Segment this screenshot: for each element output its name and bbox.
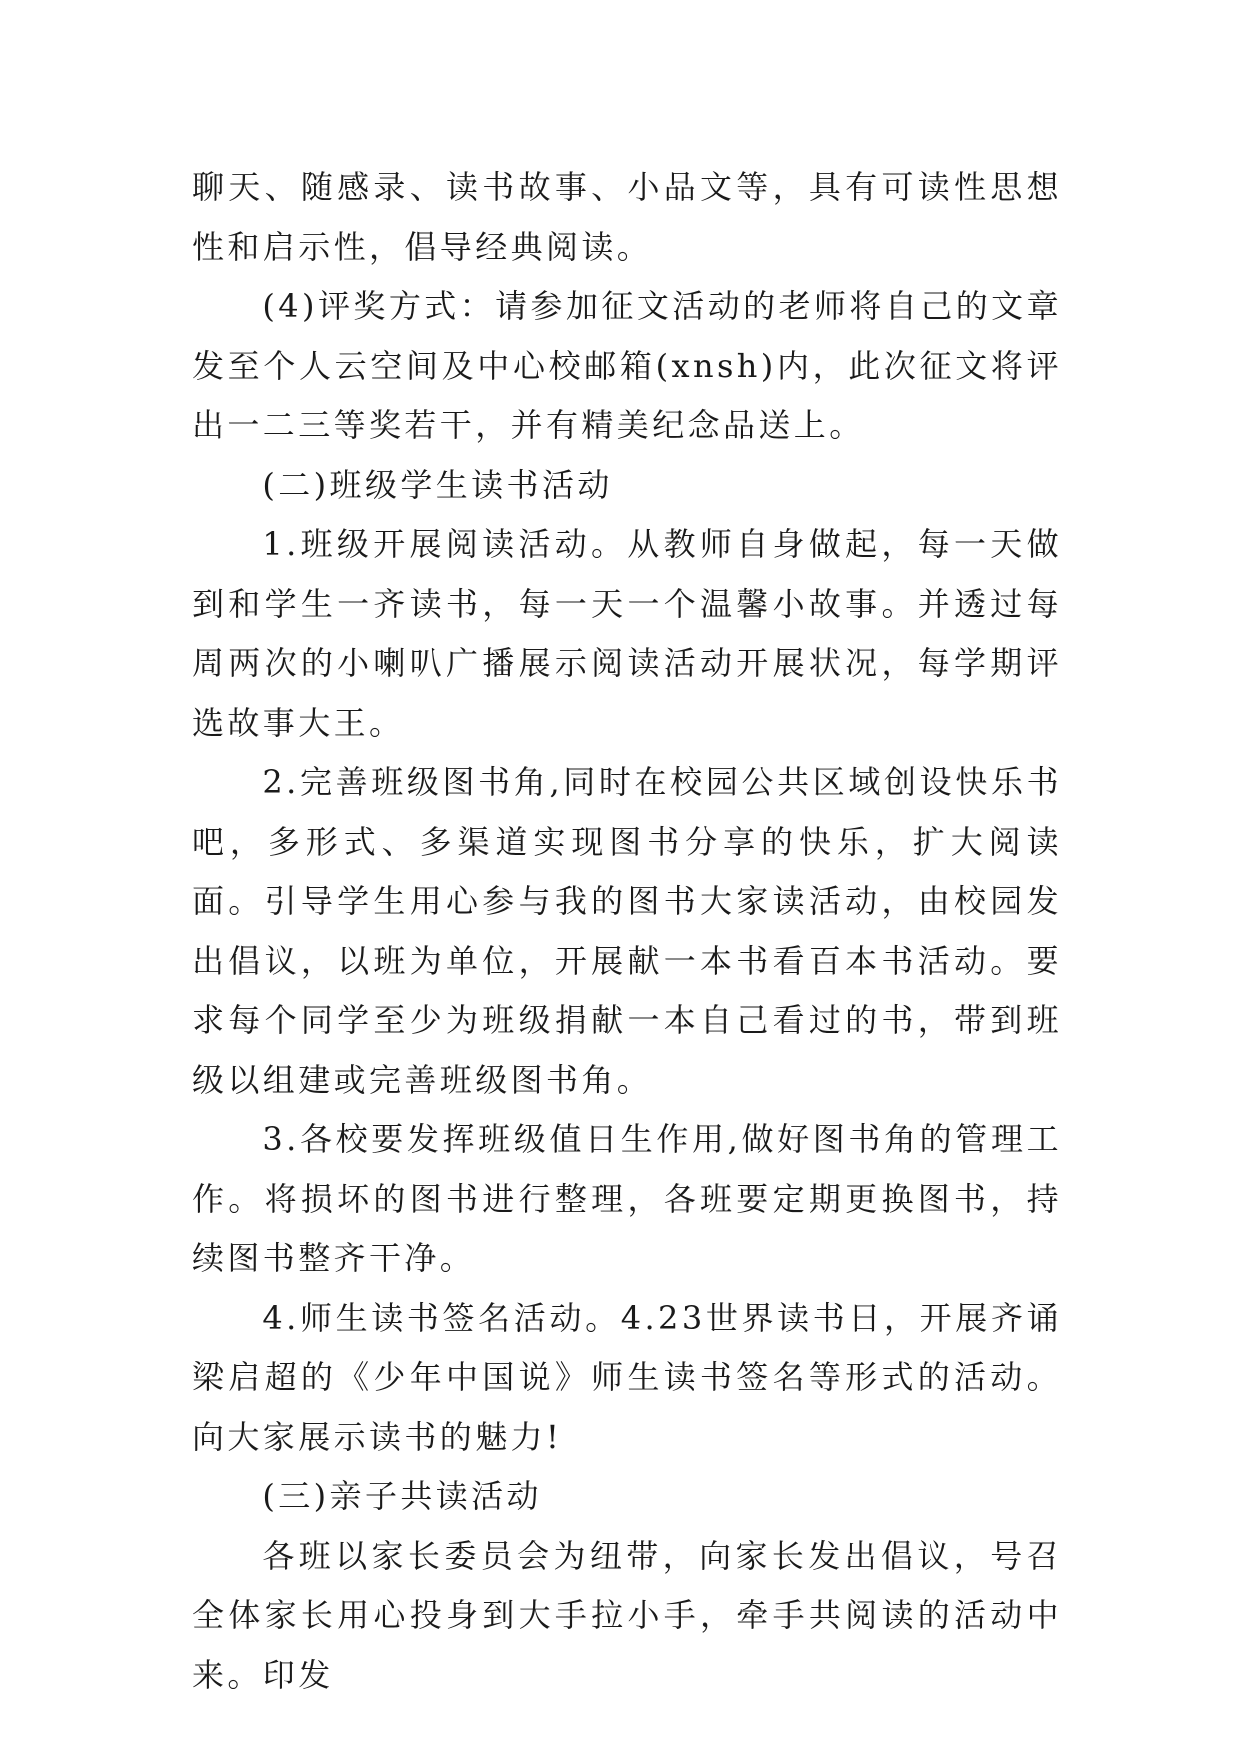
paragraph: 聊天、随感录、读书故事、小品文等，具有可读性思想性和启示性，倡导经典阅读。 [192, 168, 1062, 266]
document-body [192, 158, 1062, 1705]
paragraph: 3.各校要发挥班级值日生作用,做好图书角的管理工作。将损坏的图书进行整理，各班要定期更换图书，持续图书整齐干净。 [192, 1120, 1062, 1277]
paragraph: 4.师生读书签名活动。4.23世界读书日，开展齐诵梁启超的《少年中国说》师生读书签名等形式的活动。向大家展示读书的魅力! [192, 1298, 1062, 1456]
section-heading: (三)亲子共读活动 [262, 1477, 542, 1515]
paragraph: 各班以家长委员会为纽带，向家长发出倡议，号召全体家长用心投身到大手拉小手，牵手共阅读的活动中来。印发 [192, 1536, 1062, 1694]
paragraph: 1.班级开展阅读活动。从教师自身做起，每一天做到和学生一齐读书，每一天一个温馨小故事。并透过每周两次的小喇叭广播展示阅读活动开展状况，每学期评选故事大王。 [192, 525, 1062, 742]
section-heading: (二)班级学生读书活动 [262, 465, 613, 504]
paragraph: (4)评奖方式：请参加征文活动的老师将自己的文章发至个人云空间及中心校邮箱(xnsh)内，此次征文将评出一二三等奖若干，并有精美纪念品送上。 [192, 287, 1062, 444]
paragraph: 2.完善班级图书角,同时在校园公共区域创设快乐书吧，多形式、多渠道实现图书分享的快乐，扩大阅读面。引导学生用心参与我的图书大家读活动，由校园发出倡议，以班为单位，开展献一本书看百本书活动。要求每个同学至少为班级捐献一本自己看过的书，带到班级以组建或完善班级图书角。 [192, 763, 1062, 1099]
